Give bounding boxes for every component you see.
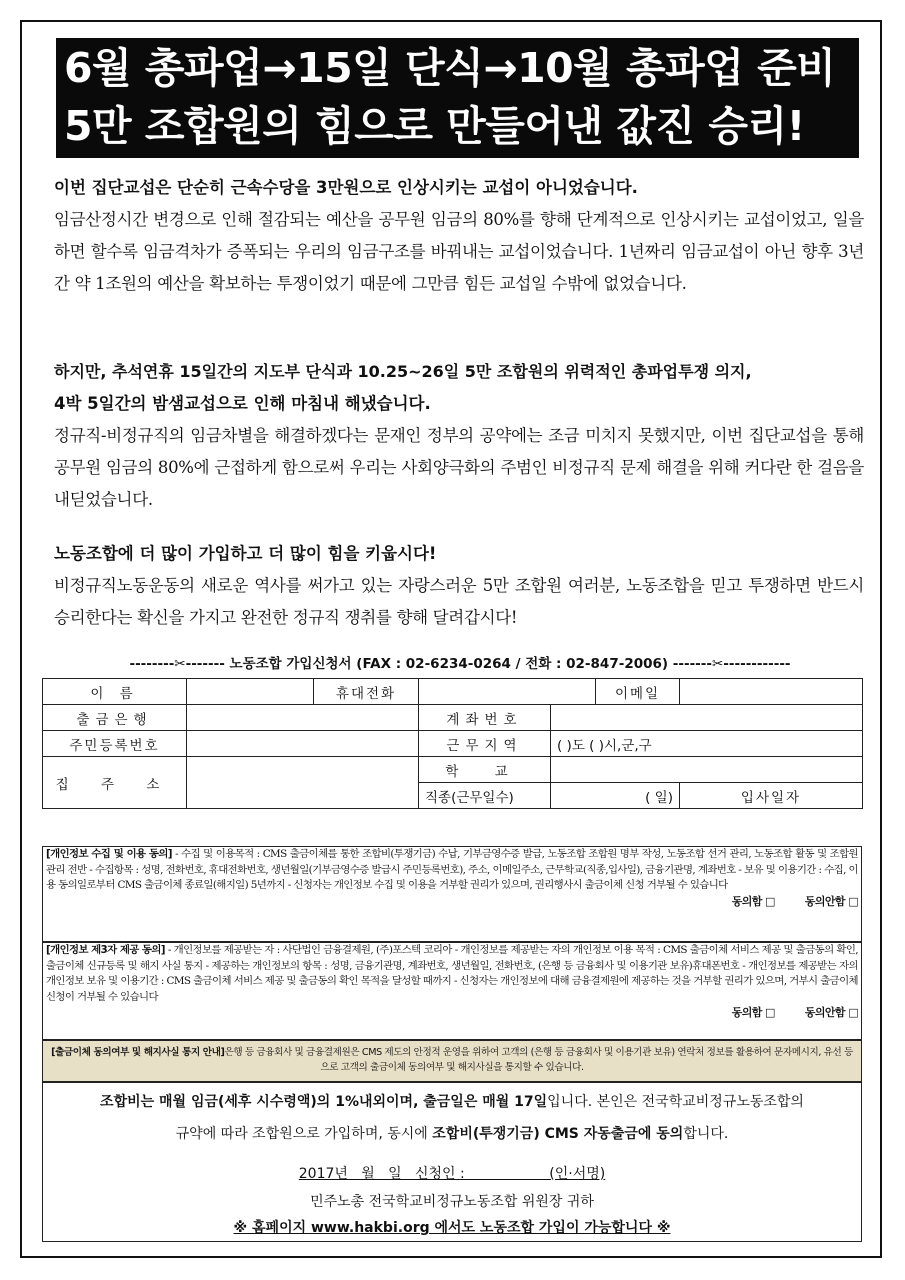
cms-notice-title: [출금이체 동의여부 및 해지사실 통지 안내] <box>51 1047 225 1058</box>
signature-line[interactable]: 2017년 월 일 신청인 : (인·서명) <box>298 1166 606 1182</box>
phone-field[interactable] <box>419 679 596 705</box>
join-date-label: 입사일자 <box>680 783 863 809</box>
cut-line-form-title: --------✂------- 노동조합 가입신청서 (FAX : 02-6234-0264 / 전화 : 02-847-2006) -------✂------------ <box>129 656 791 672</box>
school-field[interactable] <box>551 757 863 783</box>
section-victory-heading-2: 4박 5일간의 밤샘교섭으로 인해 마침내 해냈습니다. <box>54 394 431 413</box>
headline-line-1: 6월 총파업→15일 단식→10월 총파업 준비 <box>64 44 836 92</box>
section-victory <box>54 356 864 516</box>
name-label: 이 름 <box>43 679 187 705</box>
email-label: 이메일 <box>596 679 680 705</box>
consent-personal-info <box>42 846 862 942</box>
consent-2-disagree-checkbox[interactable]: 동의안함 □ <box>804 1006 858 1020</box>
fee-line-rest: 입니다. 본인은 전국학교비정규노동조합의 <box>547 1094 804 1110</box>
section-join-body: 비정규직노동운동의 새로운 역사를 써가고 있는 자랑스러운 5만 조합원 여러분, 노동조합을 믿고 투쟁하면 반드시 승리한다는 확신을 가지고 완전한 정규직 쟁취를 향해 달려갑시다! <box>54 576 864 627</box>
rrn-field[interactable] <box>187 731 419 757</box>
consent-third-party <box>42 942 862 1040</box>
address-label: 집 주 소 <box>43 757 187 809</box>
homepage-line[interactable]: ※ 홈페이지 www.hakbi.org 에서도 노동조합 가입이 가능합니다 ※ <box>233 1220 671 1236</box>
consent-line-bold: 조합비(투쟁기금) CMS 자동출금에 동의 <box>432 1126 684 1142</box>
cms-notice-text: 은행 등 금융회사 및 금융결제원은 CMS 제도의 안정적 운영을 위하여 고객의 (은행 등 금융회사 및 이용기관 보유) 연락처 정보를 활용하여 문자메시지, 유선 등으로 고객의 출금이체 동의여부 및 해지사실을 통지할 수 있습니다. <box>224 1047 853 1073</box>
signature-box <box>42 1082 862 1242</box>
cms-notice <box>42 1040 862 1082</box>
consent-1-text: - 수집 및 이용목적 : CMS 출금이체를 통한 조합비(투쟁기금) 수납, 기부금영수증 발급, 노동조합 조합원 명부 작성, 노동조합 선거 관리, 노동조합 활동 및 조합원 관리 전반 - 수집항목 : 성명, 전화번호, 휴대전화번호, 생년월일(기부금영수증 발급시 주민등록번호), 주소, 이메일주소, 근무학교(직종,입사일), 금융기관명, 계좌번호 - 보유 및 이용기간 : 수집, 이용 동의일로부터 CMS 출금이체 종료일(해지일) 5년까지 - 신청자는 개인정보 수집 및 이용을 거부할 권리가 있으며, 권리행사시 출금이체 신청 거부될 수 있습니다 <box>46 848 858 892</box>
consent-2-title: [개인정보 제3자 제공 동의] <box>46 944 165 956</box>
consent-2-text: - 개인정보를 제공받는 자 : 사단법인 금융결제원, (주)포스텍 코리아 - 개인정보를 제공받는 자의 개인정보 이용 목적 : CMS 출금이체 서비스 제공 및 출금동의 확인, 출금이체 신규등록 및 해지 사실 통지 - 제공하는 개인정보의 항목 : 성명, 금융기관명, 계좌번호, 생년월일, 전화번호, (은행 등 금융회사 및 이용기관 보유)휴대폰번호 - 개인정보를 제공받는 자의 개인정보 보유 및 이용기간 : CMS 출금이체 서비스 제공 및 출금동의 확인 목적을 달성할 때까지 - 신청자는 개인정보에 대해 금융결제원에 제공하는 것을 거부할 권리가 있으며, 거부시 출금이체 신청이 거부될 수 있습니다 <box>46 944 858 1003</box>
job-days-field[interactable]: ( 일) <box>551 783 680 809</box>
account-label: 계좌번호 <box>419 705 551 731</box>
section-intro-body: 임금산정시간 변경으로 인해 절감되는 예산을 공무원 임금의 80%를 향해 단계적으로 인상시키는 교섭이었고, 일을 하면 할수록 임금격차가 증폭되는 우리의 임금구조를 바꿔내는 교섭이었습니다. 1년짜리 임금교섭이 아닌 향후 3년간 약 1조원의 예산을 확보하는 투쟁이었기 때문에 그만큼 힘든 교섭일 수밖에 없었습니다. <box>54 210 864 293</box>
bank-label: 출금은행 <box>43 705 187 731</box>
consent-2-agree-checkbox[interactable]: 동의함 □ <box>731 1006 775 1020</box>
membership-form-table <box>42 678 863 809</box>
address-field[interactable] <box>187 757 419 809</box>
headline-line-2: 5만 조합원의 힘으로 만들어낸 값진 승리! <box>64 102 805 150</box>
section-victory-heading-1: 하지만, 추석연휴 15일간의 지도부 단식과 10.25~26일 5만 조합원의 위력적인 총파업투쟁 의지, <box>54 362 752 381</box>
name-field[interactable] <box>187 679 314 705</box>
account-field[interactable] <box>551 705 863 731</box>
school-label: 학 교 <box>419 757 551 783</box>
bank-field[interactable] <box>187 705 419 731</box>
fee-line <box>43 1091 861 1111</box>
headline-banner <box>56 38 859 158</box>
region-field[interactable]: ( )도 ( )시,군,구 <box>551 731 863 757</box>
addressee-line: 민주노총 전국학교비정규노동조합 위원장 귀하 <box>310 1194 594 1210</box>
consent-1-title: [개인정보 수집 및 이용 동의] <box>46 848 172 860</box>
section-victory-body: 정규직-비정규직의 임금차별을 해결하겠다는 문재인 정부의 공약에는 조금 미치지 못했지만, 이번 집단교섭을 통해 공무원 임금의 80%에 근접하게 함으로써 우리는 사회양극화의 주범인 비정규직 문제 해결을 위해 커다란 한 걸음을 내딛었습니다. <box>54 426 864 509</box>
section-intro-heading: 이번 집단교섭은 단순히 근속수당을 3만원으로 인상시키는 교섭이 아니었습니다. <box>54 178 638 197</box>
job-label: 직종(근무일수) <box>419 783 551 809</box>
consent-line <box>43 1123 861 1143</box>
phone-label: 휴대전화 <box>314 679 419 705</box>
rrn-label: 주민등록번호 <box>43 731 187 757</box>
region-label: 근무지역 <box>419 731 551 757</box>
consent-line-c: 합니다. <box>683 1126 729 1142</box>
consent-line-a: 규약에 따라 조합원으로 가입하며, 동시에 <box>175 1126 433 1142</box>
section-intro <box>54 172 864 300</box>
consent-1-agree-checkbox[interactable]: 동의함 □ <box>731 894 775 908</box>
consent-1-disagree-checkbox[interactable]: 동의안함 □ <box>804 894 858 908</box>
email-field[interactable] <box>680 679 863 705</box>
section-join <box>54 538 864 634</box>
fee-line-bold: 조합비는 매월 임금(세후 시수령액)의 1%내외이며, 출금일은 매월 17일 <box>100 1094 548 1110</box>
section-join-heading: 노동조합에 더 많이 가입하고 더 많이 힘을 키웁시다! <box>54 544 437 563</box>
